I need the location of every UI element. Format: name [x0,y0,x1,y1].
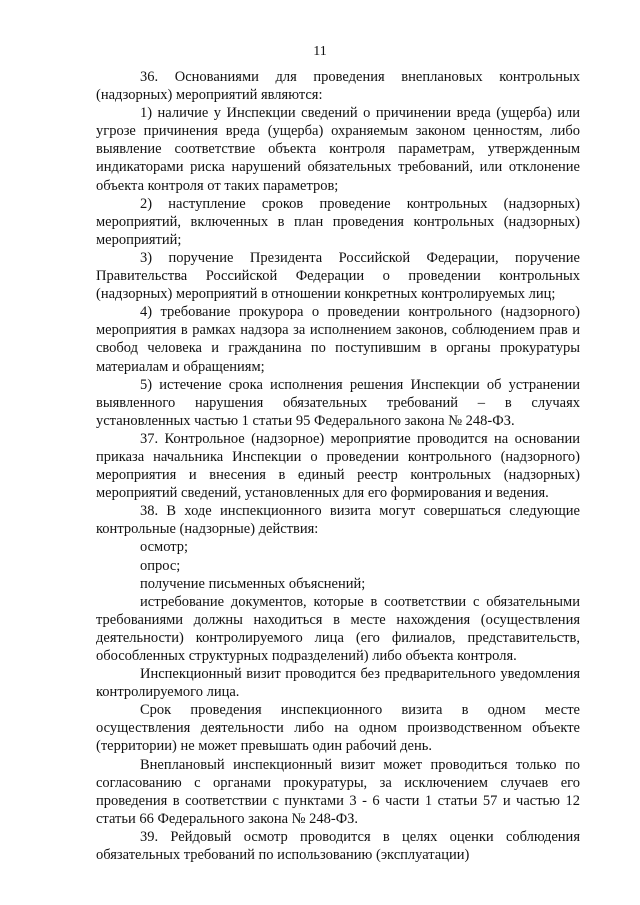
paragraph-36-item-3: 3) поручение Президента Российской Федерации, поручение Правительства Российской Федерации о проведении контрольных (надзорных) мероприятий в отношении конкретных контролируемых лиц; [96,249,580,303]
paragraph-visit-duration: Срок проведения инспекционного визита в одном месте осуществления деятельности либо на одном производственном объекте (территории) не может превышать один рабочий день. [96,702,580,755]
paragraph-36-item-2: 2) наступление сроков проведение контрольных (надзорных) мероприятий, включенных в план проведения контрольных (надзорных) мероприятий; [96,195,580,248]
paragraph-37: 37. Контрольное (надзорное) мероприятие проводится на основании приказа начальника Инспекции о проведении контрольного (надзорного) мероприятия и внесения в единый реестр контрольных (надзорных) мероприятий сведений, установленных для его формирования и ведения. [96,430,580,502]
action-item-written-explanations: получение письменных объяснений; [140,575,366,592]
paragraph-36-item-4: 4) требование прокурора о проведении контрольного (надзорного) мероприятия в рамках надзора за исполнением законов, соблюдением прав и свобод человека и гражданина по поступившим в органы прокуратуры материалам и обращениям; [96,304,580,375]
paragraph-39: 39. Рейдовый осмотр проводится в целях оценки соблюдения обязательных требований по использованию (эксплуатации) [96,828,580,864]
paragraph-visit-notice: Инспекционный визит проводится без предварительного уведомления контролируемого лица. [96,666,580,701]
page-number: 11 [313,44,327,59]
document-body [96,68,580,864]
paragraph-36-item-5: 5) истечение срока исполнения решения Инспекции об устранении выявленного нарушения обязательных требований – в случаях установленных частью 1 статьи 95 Федерального закона № 248-ФЗ. [96,376,580,429]
paragraph-36-item-1: 1) наличие у Инспекции сведений о причинении вреда (ущерба) или угрозе причинения вреда (ущерба) охраняемым законом ценностям, либо выявление соответствие объекта контроля параметрам, утвержденным индикаторами риска нарушений обязательных требований, или отклонение объекта контроля от таких параметров; [96,105,580,194]
action-item-document-request: истребование документов, которые в соответствии с обязательными требованиями должны находиться в месте нахождения (осуществления деятельности) контролируемого лица (его филиалов, представительств, обособленных структурных подразделений) либо объекта контроля. [96,593,580,664]
paragraph-38-intro: 38. В ходе инспекционного визита могут совершаться следующие контрольные (надзорные) действия: [96,503,580,538]
paragraph-36-intro: 36. Основаниями для проведения внеплановых контрольных (надзорных) мероприятий являются: [96,69,580,104]
action-item-inspection: осмотр; [140,539,189,556]
paragraph-unscheduled-visit: Внеплановый инспекционный визит может проводиться только по согласованию с органами прокуратуры, за исключением случаев его проведения в соответствии с пунктами 3 - 6 части 1 статьи 57 и частью 12 статьи 66 Федерального закона № 248-ФЗ. [96,756,580,827]
action-item-survey: опрос; [140,557,181,574]
